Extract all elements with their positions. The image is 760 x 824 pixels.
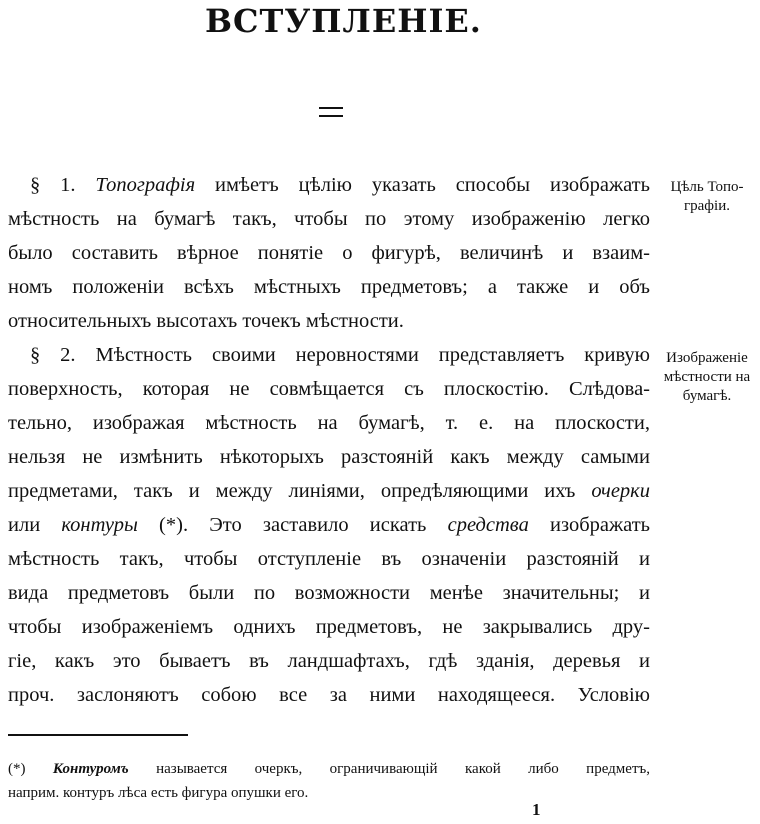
- paragraph-2-line-6: [8, 509, 650, 542]
- margin-note-1-line-2: графіи.: [684, 198, 730, 214]
- paragraph-2-line-3: тельно, изображая мѣстность на бумагѣ, т. е. на плоскости,: [8, 412, 650, 434]
- footnote-line-1: [8, 758, 650, 780]
- text-run: называется очеркъ, ограничивающій какой либо предметъ,: [156, 761, 650, 777]
- paragraph-2-line-7: мѣстность такъ, чтобы отступленіе въ означеніи разстояній и: [8, 548, 650, 570]
- margin-note-2-line-1: Изображеніе: [666, 350, 748, 366]
- section-mark-1: § 1.: [30, 174, 76, 196]
- paragraph-2-line-5: [8, 475, 650, 508]
- footnote-rule: [8, 734, 188, 736]
- term-ocherki: очерки: [591, 480, 651, 502]
- footnote-line-2: наприм. контуръ лѣса есть фигура опушки его.: [8, 785, 309, 801]
- text-run: (*). Это заставило искать: [159, 514, 427, 536]
- paragraph-2-line-2: поверхность, которая не совмѣщается съ плоскостію. Слѣдова-: [8, 378, 650, 400]
- text-run: изображать: [550, 514, 651, 536]
- page-title: ВСТУПЛЕНIЕ.: [205, 2, 482, 40]
- paragraph-2-line-1: [30, 339, 650, 372]
- paragraph-2-line-11: проч. заслоняютъ собою все за ними находящееся. Условію: [8, 684, 650, 706]
- paragraph-2-line-10: гіе, какъ это бываетъ въ ландшафтахъ, гдѣ зданія, деревья и: [8, 650, 650, 672]
- title-divider: [318, 104, 344, 123]
- term-kontury: контуры: [61, 514, 138, 536]
- margin-note-2: [656, 349, 758, 406]
- term-sredstva: средства: [447, 514, 529, 536]
- paragraph-1-line-1: [30, 169, 650, 202]
- margin-note-1-line-1: Цѣль Топо-: [670, 179, 744, 195]
- page-number: 1: [532, 800, 541, 819]
- text-run: Мѣстность своими неровностями представляетъ кривую: [95, 344, 650, 366]
- paragraph-1-line-5: относительныхъ высотахъ точекъ мѣстности.: [8, 310, 404, 332]
- text-run: имѣетъ цѣлію указать способы изображать: [214, 174, 650, 196]
- section-mark-2: § 2.: [30, 344, 76, 366]
- margin-note-2-line-3: бумагѣ.: [682, 388, 732, 404]
- margin-note-1: [660, 178, 754, 216]
- footnote-term: Контуромъ: [52, 761, 129, 777]
- footnote-marker: (*): [8, 761, 26, 777]
- paragraph-2-line-8: вида предметовъ были по возможности менѣе значительны; и: [8, 582, 650, 604]
- paragraph-2-line-9: чтобы изображеніемъ однихъ предметовъ, не закрывались дру-: [8, 616, 650, 638]
- margin-note-2-line-2: мѣстности на: [663, 369, 751, 385]
- paragraph-1-line-3: было составить вѣрное понятіе о фигурѣ, величинѣ и взаим-: [8, 242, 650, 264]
- paragraph-2-line-4: нельзя не измѣнить нѣкоторыхъ разстояній какъ между самыми: [8, 446, 650, 468]
- text-run: или: [8, 514, 41, 536]
- paragraph-1-line-4: номъ положеніи всѣхъ мѣстныхъ предметовъ; а также и объ: [8, 276, 650, 298]
- paragraph-1-line-2: мѣстность на бумагѣ такъ, чтобы по этому изображенію легко: [8, 208, 650, 230]
- text-run: предметами, такъ и между линіями, опредѣляющими ихъ: [8, 480, 576, 502]
- term-topography: Топографія: [95, 174, 196, 196]
- double-rule-icon: [318, 105, 344, 119]
